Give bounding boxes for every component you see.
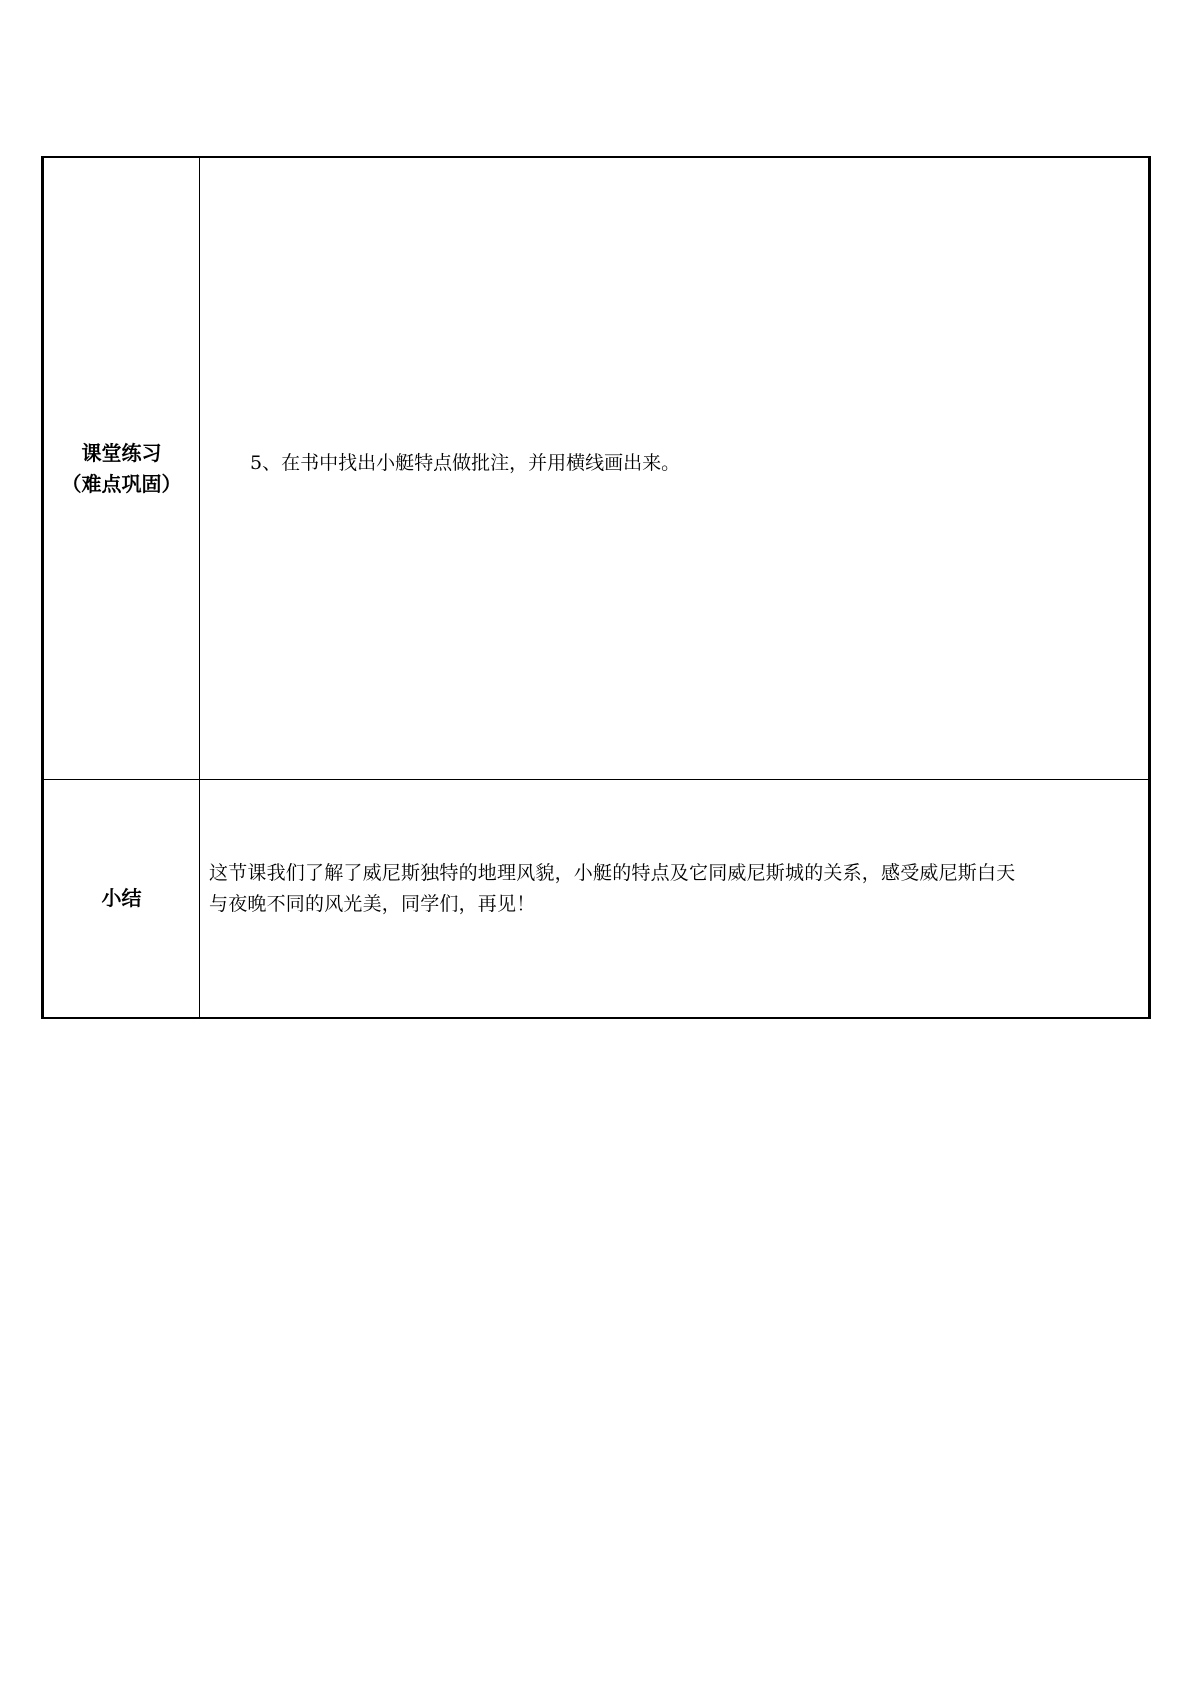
summary-content-cell [200, 780, 1150, 1019]
practice-content-text: 5、在书中找出小艇特点做批注，并用横线画出来。 [250, 451, 681, 474]
practice-label: 课堂练习 [81, 440, 162, 465]
table-row-summary [43, 780, 1150, 1019]
practice-content-cell [200, 157, 1150, 780]
table-row-practice [43, 157, 1150, 780]
summary-label: 小结 [101, 886, 142, 910]
practice-sublabel: （难点巩固） [61, 471, 182, 496]
summary-content-line-1: 这节课我们了解了威尼斯独特的地理风貌，小艇的特点及它同威尼斯城的关系，感受威尼斯白天 [209, 861, 1016, 884]
summary-content-text [200, 858, 1148, 920]
practice-label-cell [43, 157, 200, 780]
summary-label-cell [43, 780, 200, 1019]
summary-content-line-2: 与夜晚不同的风光美，同学们，再见！ [209, 892, 536, 915]
lesson-plan-table [41, 156, 1151, 1019]
